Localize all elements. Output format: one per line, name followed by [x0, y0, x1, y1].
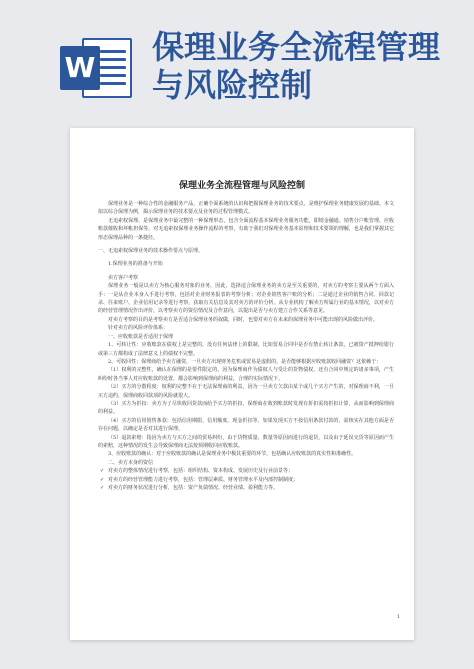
checklist-item: ✓ 对卖方的财务状况进行分析，包括：资产负债情况、经营业绩、盈利能力等。: [98, 484, 394, 492]
paragraph: 3、应收账款的确认：对于应收账款的确认是保理业务中极其重要的环节，包括确认应收账款的真实性和准确性。: [108, 451, 357, 458]
paragraph: （1）权利的完整性，确认在保理的是要件限定的，因为保理商作为债权人与受让的货物债权，还有合同中规定的诸多事项，产生纠纷时各当事人对应收账款的处置，都会影响到保理商的利益，合理的实际情况下。: [98, 367, 394, 382]
document-title: 保理业务全流程管理与风险控制: [178, 181, 305, 191]
paragraph: 保理业务是一种综合性的金融服务产品，正确全面系统的认识和把握保理业务的技术要点，是维护保理业务健康发展的基础。本文拟以综合保理为例，揭示保理业务的技术要点及业务的过程管理模式。: [98, 201, 394, 216]
document-body: [98, 200, 394, 492]
paragraph: 无追索权保理、是保理业务中最完整的一种保理形态，包含全面流程基本保理业务服务功能，即销金融通、销售分户帐管理、应收账款催收和坏帐担保等。对无追索权保理业务操作流程的考察，有助于我们对保理业务基本原理和技术要领的理解，也是我们掌握其它形态保理品种的一条捷径。: [98, 217, 394, 241]
document-page: [70, 128, 414, 640]
word-icon: [60, 38, 132, 98]
paragraph: 保理业务一般是以卖方为核心服务对象的业务，因此，选择适合保理业务的卖方是至关重要的，对卖方的考察主要从两个方面入手：一是从企业本身入手进行考察，包括对企业财务报表的考察分析；对企业销售客户账的分析；二是通过企业的销售合同、回款记录、往来账户、企业信用记录等进行考察，获取有关信息及其对卖方的评价分析。从专业机构了解卖方所属行业的基本情况，以对卖方的经营管理情况作出评价，以考察卖方的资信情况及合作意向，以提出是否与卖方建立合作关系等意见。: [98, 283, 394, 315]
paragraph: 卖方客户考察: [108, 274, 139, 281]
paragraph: 1、可转让性：应收账款在债权上是完整的，没有任何法律上的限制，比如贸易合同中是否有禁止转让条款，已被资产抵押给银行或第三方都构成了法律意义上的债权不完整。: [98, 342, 394, 357]
paragraph: （5）退款索赔：指因为卖方与买方之间的贸易纠纷，由于货物质量、数量等原因而进行的退货，以及由于延误交货等原因而产生的索赔，这种情况的发生会导致保理商无法按预期收回应收账款。: [98, 434, 394, 449]
page-number: 1: [396, 614, 400, 620]
word-letter-badge: W: [60, 46, 100, 90]
paragraph: 一、无追索权保理业务的技术操作要点与原理。: [98, 248, 204, 255]
paragraph: 2、可收回性：保理商给予卖方融资，一旦卖方出现财务危机或贸易是虚假的，是否能够根据应收账款收回融资？这依赖于：: [108, 358, 382, 365]
paragraph: （3）买方为折扣：卖方为了尽快收回货款而给予买方的折扣，保理商在收到账款时发现有折扣需按折扣计算，从而影响到保理商的利益。: [98, 400, 394, 416]
checklist-item: ✓ 对卖方的经营管理能力进行考察，包括：管理层素质、财务管理水平及内部控制制度；: [98, 476, 394, 484]
paragraph: 1.保理业务的准备与开始: [108, 261, 163, 268]
paragraph: 针对卖方的风险评价体系：: [108, 325, 169, 332]
checklist-item: ✓ 对卖方的整体情况进行考察，包括：组织结构、资本构成、发展历史及行业前景等；: [98, 467, 394, 475]
banner-title: 保理业务全流程管理与风险控制: [152, 28, 441, 104]
paragraph: （2）买方的分散程度：权利的完整不在于无法保理商的利益，因为一旦卖方欠款由某个或几个买方产生的，对保理商不利，一旦买方违约，保理商收回款项的风险就很大。: [98, 384, 394, 399]
paragraph: 对卖方考察的目的是考察卖方是否适合保理业务的叙做，同时，也要对卖方在未来的保理业务中可能出现的风险做出评价。: [108, 316, 379, 323]
paragraph: 二、卖方本身的资信: [108, 459, 154, 466]
header-banner: [0, 0, 474, 118]
paragraph: 一、应收账款是否适用于保理: [108, 333, 174, 340]
paragraph: （4）买方的信用销售条款：包括信用期限、信用额度、现金折扣等，如果发现买方不按信用条款付款的，需核实在其他方面是否存在问题，以确定是否对其进行保理。: [98, 417, 394, 433]
